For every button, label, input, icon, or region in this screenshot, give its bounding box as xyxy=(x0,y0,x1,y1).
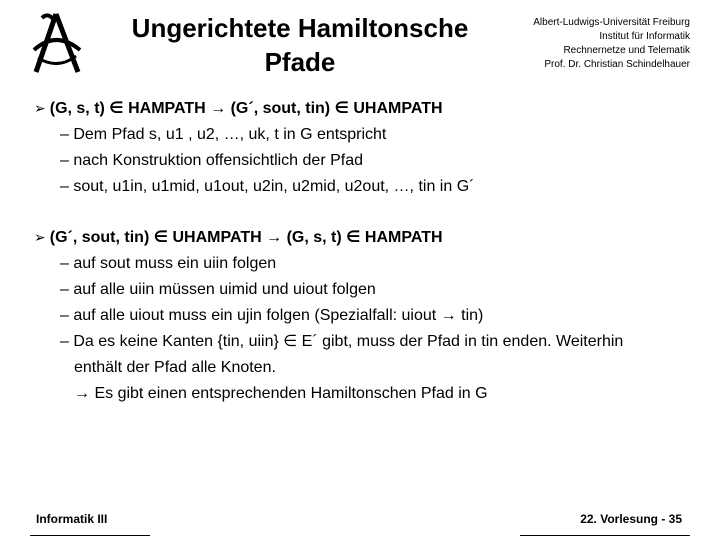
slide-content xyxy=(34,95,700,407)
university-logo-icon xyxy=(28,10,84,76)
title-line-1: Ungerichtete Hamiltonsche xyxy=(131,13,469,43)
affiliation-line: Institut für Informatik xyxy=(599,31,690,42)
list-item: – auf sout muss ein uiin folgen xyxy=(60,255,277,272)
affiliation-line: Albert-Ludwigs-Universität Freiburg xyxy=(533,17,690,28)
title-line-2: Pfade xyxy=(264,46,336,77)
section-1-heading: ➢ (G, s, t) ∈ HAMPATH → (G´, sout, tin) ∈ UHAMPATH xyxy=(34,100,443,117)
section-2-heading: ➢ (G´, sout, tin) ∈ UHAMPATH → (G, s, t) ∈ HAMPATH xyxy=(34,229,443,246)
footer-divider xyxy=(520,535,690,536)
list-item: – Dem Pfad s, u1 , u2, …, uk, t in G entspricht xyxy=(60,126,387,143)
list-item-continuation: enthält der Pfad alle Knoten. xyxy=(74,359,276,376)
affiliation-line: Prof. Dr. Christian Schindelhauer xyxy=(544,59,690,70)
bullet-arrow-icon: ➢ xyxy=(34,100,46,116)
list-item: – Da es keine Kanten {tin, uiin} ∈ E´ gibt, muss der Pfad in tin enden. Weiterhin xyxy=(60,333,624,350)
bullet-arrow-icon: ➢ xyxy=(34,229,46,245)
list-item: – auf alle uiin müssen uimid und uiout folgen xyxy=(60,281,376,298)
footer-divider xyxy=(30,535,150,536)
list-item: – nach Konstruktion offensichtlich der Pfad xyxy=(60,152,363,169)
footer-course: Informatik III xyxy=(36,512,108,526)
list-item: – sout, u1in, u1mid, u1out, u2in, u2mid, u2out, …, tin in G´ xyxy=(60,178,475,195)
list-item-conclusion: → Es gibt einen entsprechenden Hamiltonschen Pfad in G xyxy=(74,385,488,402)
affiliation-block xyxy=(440,16,690,72)
footer-page: 22. Vorlesung - 35 xyxy=(580,512,682,526)
affiliation-line: Rechnernetze und Telematik xyxy=(563,45,690,56)
list-item: – auf alle uiout muss ein ujin folgen (Spezialfall: uiout → tin) xyxy=(60,307,484,324)
